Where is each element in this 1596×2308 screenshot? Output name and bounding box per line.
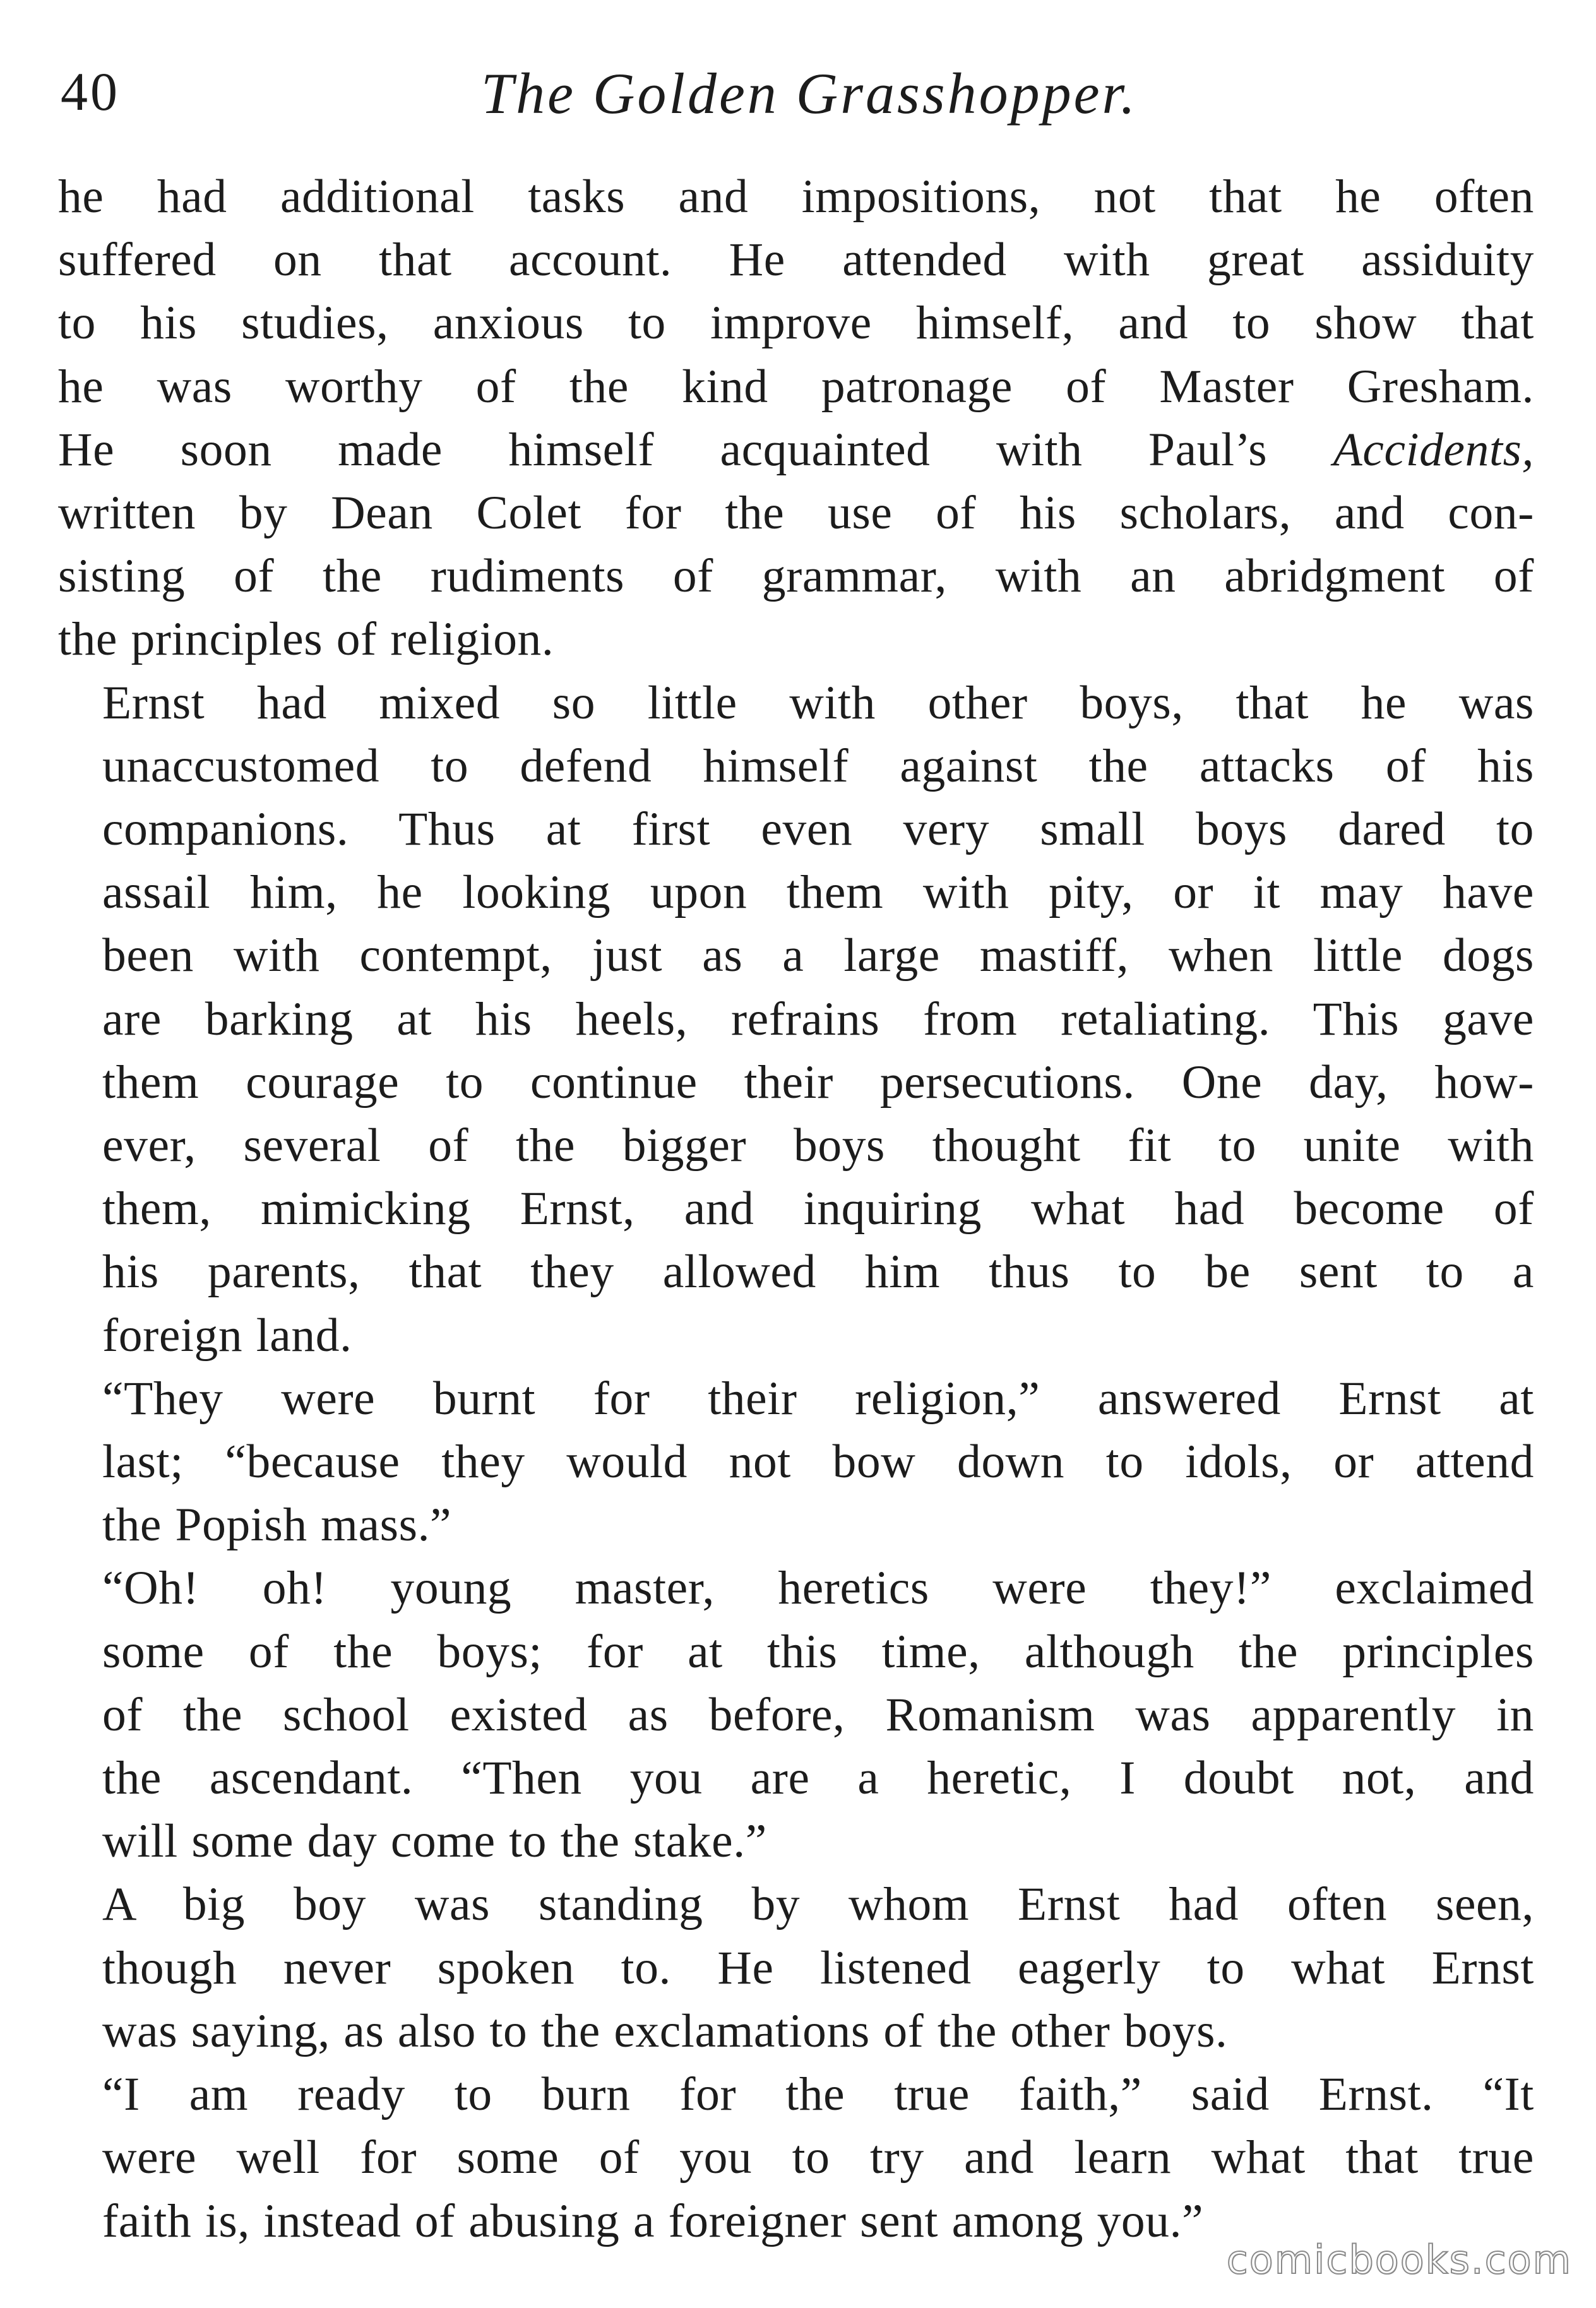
text-line: companions. Thus at first even very small boys dared to (102, 803, 1534, 856)
text-line: some of the boys; for at this time, although the principles (102, 1625, 1534, 1678)
text-line: suffered on that account. He attended with great assiduity (58, 234, 1534, 287)
text-line: were well for some of you to try and learn what that true (102, 2131, 1534, 2184)
text-line: he had additional tasks and impositions, not that he often (58, 170, 1534, 223)
text-line: He soon made himself acquainted with Paul’s Accidents, (58, 423, 1534, 476)
paragraph (58, 1557, 1534, 1873)
text-line: are barking at his heels, refrains from retaliating. This gave (102, 992, 1534, 1045)
text-line: last; “because they would not bow down to idols, or attend (102, 1436, 1534, 1489)
text-line: been with contempt, just as a large mastiff, when little dogs (102, 929, 1534, 982)
text-line: the ascendant. “Then you are a heretic, I doubt not, and (102, 1752, 1534, 1805)
text-line: assail him, he looking upon them with pity, or it may have (102, 866, 1534, 919)
text-line: “Oh! oh! young master, heretics were they!” exclaimed (102, 1562, 1534, 1615)
text-line: “I am ready to burn for the true faith,” said Ernst. “It (102, 2068, 1534, 2121)
text-line: them courage to continue their persecutions. One day, how- (102, 1056, 1534, 1109)
paragraph (58, 1367, 1534, 1557)
text-line: was saying, as also to the exclamations of the other boys. (102, 2004, 1228, 2057)
text-line: them, mimicking Ernst, and inquiring what had become of (102, 1182, 1534, 1235)
paragraph (58, 672, 1534, 1367)
text-line: will some day come to the stake.” (102, 1815, 767, 1868)
paragraph (58, 2063, 1534, 2253)
text-line: faith is, instead of abusing a foreigner sent among you.” (102, 2194, 1204, 2247)
text-line: A big boy was standing by whom Ernst had often seen, (102, 1878, 1534, 1931)
text-line: Ernst had mixed so little with other boys, that he was (102, 676, 1534, 729)
text-line: the principles of religion. (58, 613, 554, 666)
text-line: sisting of the rudiments of grammar, with an abridgment of (58, 550, 1534, 603)
running-title: The Golden Grasshopper. (480, 61, 1138, 126)
body-text (58, 165, 1534, 2253)
italic-title: Accidents, (1333, 423, 1534, 476)
text-line: the Popish mass.” (102, 1499, 452, 1552)
page-number: 40 (61, 61, 120, 122)
text-line: “They were burnt for their religion,” answered Ernst at (102, 1372, 1534, 1425)
paragraph (58, 165, 1534, 672)
text-line: to his studies, anxious to improve himself, and to show that (58, 297, 1534, 350)
text-line: he was worthy of the kind patronage of Master Gresham. (58, 360, 1534, 413)
page-header (58, 60, 1535, 136)
text-line: unaccustomed to defend himself against the attacks of his (102, 739, 1534, 792)
text-line: though never spoken to. He listened eagerly to what Ernst (102, 1941, 1534, 1994)
text-line: written by Dean Colet for the use of his scholars, and con- (58, 487, 1534, 540)
watermark: comicbooks.com (1226, 2237, 1572, 2283)
paragraph (58, 1873, 1534, 2063)
text-line: foreign land. (102, 1309, 352, 1362)
text-line: of the school existed as before, Romanism was apparently in (102, 1688, 1534, 1741)
text-line: his parents, that they allowed him thus to be sent to a (102, 1246, 1534, 1299)
text-line: ever, several of the bigger boys thought fit to unite with (102, 1119, 1534, 1172)
